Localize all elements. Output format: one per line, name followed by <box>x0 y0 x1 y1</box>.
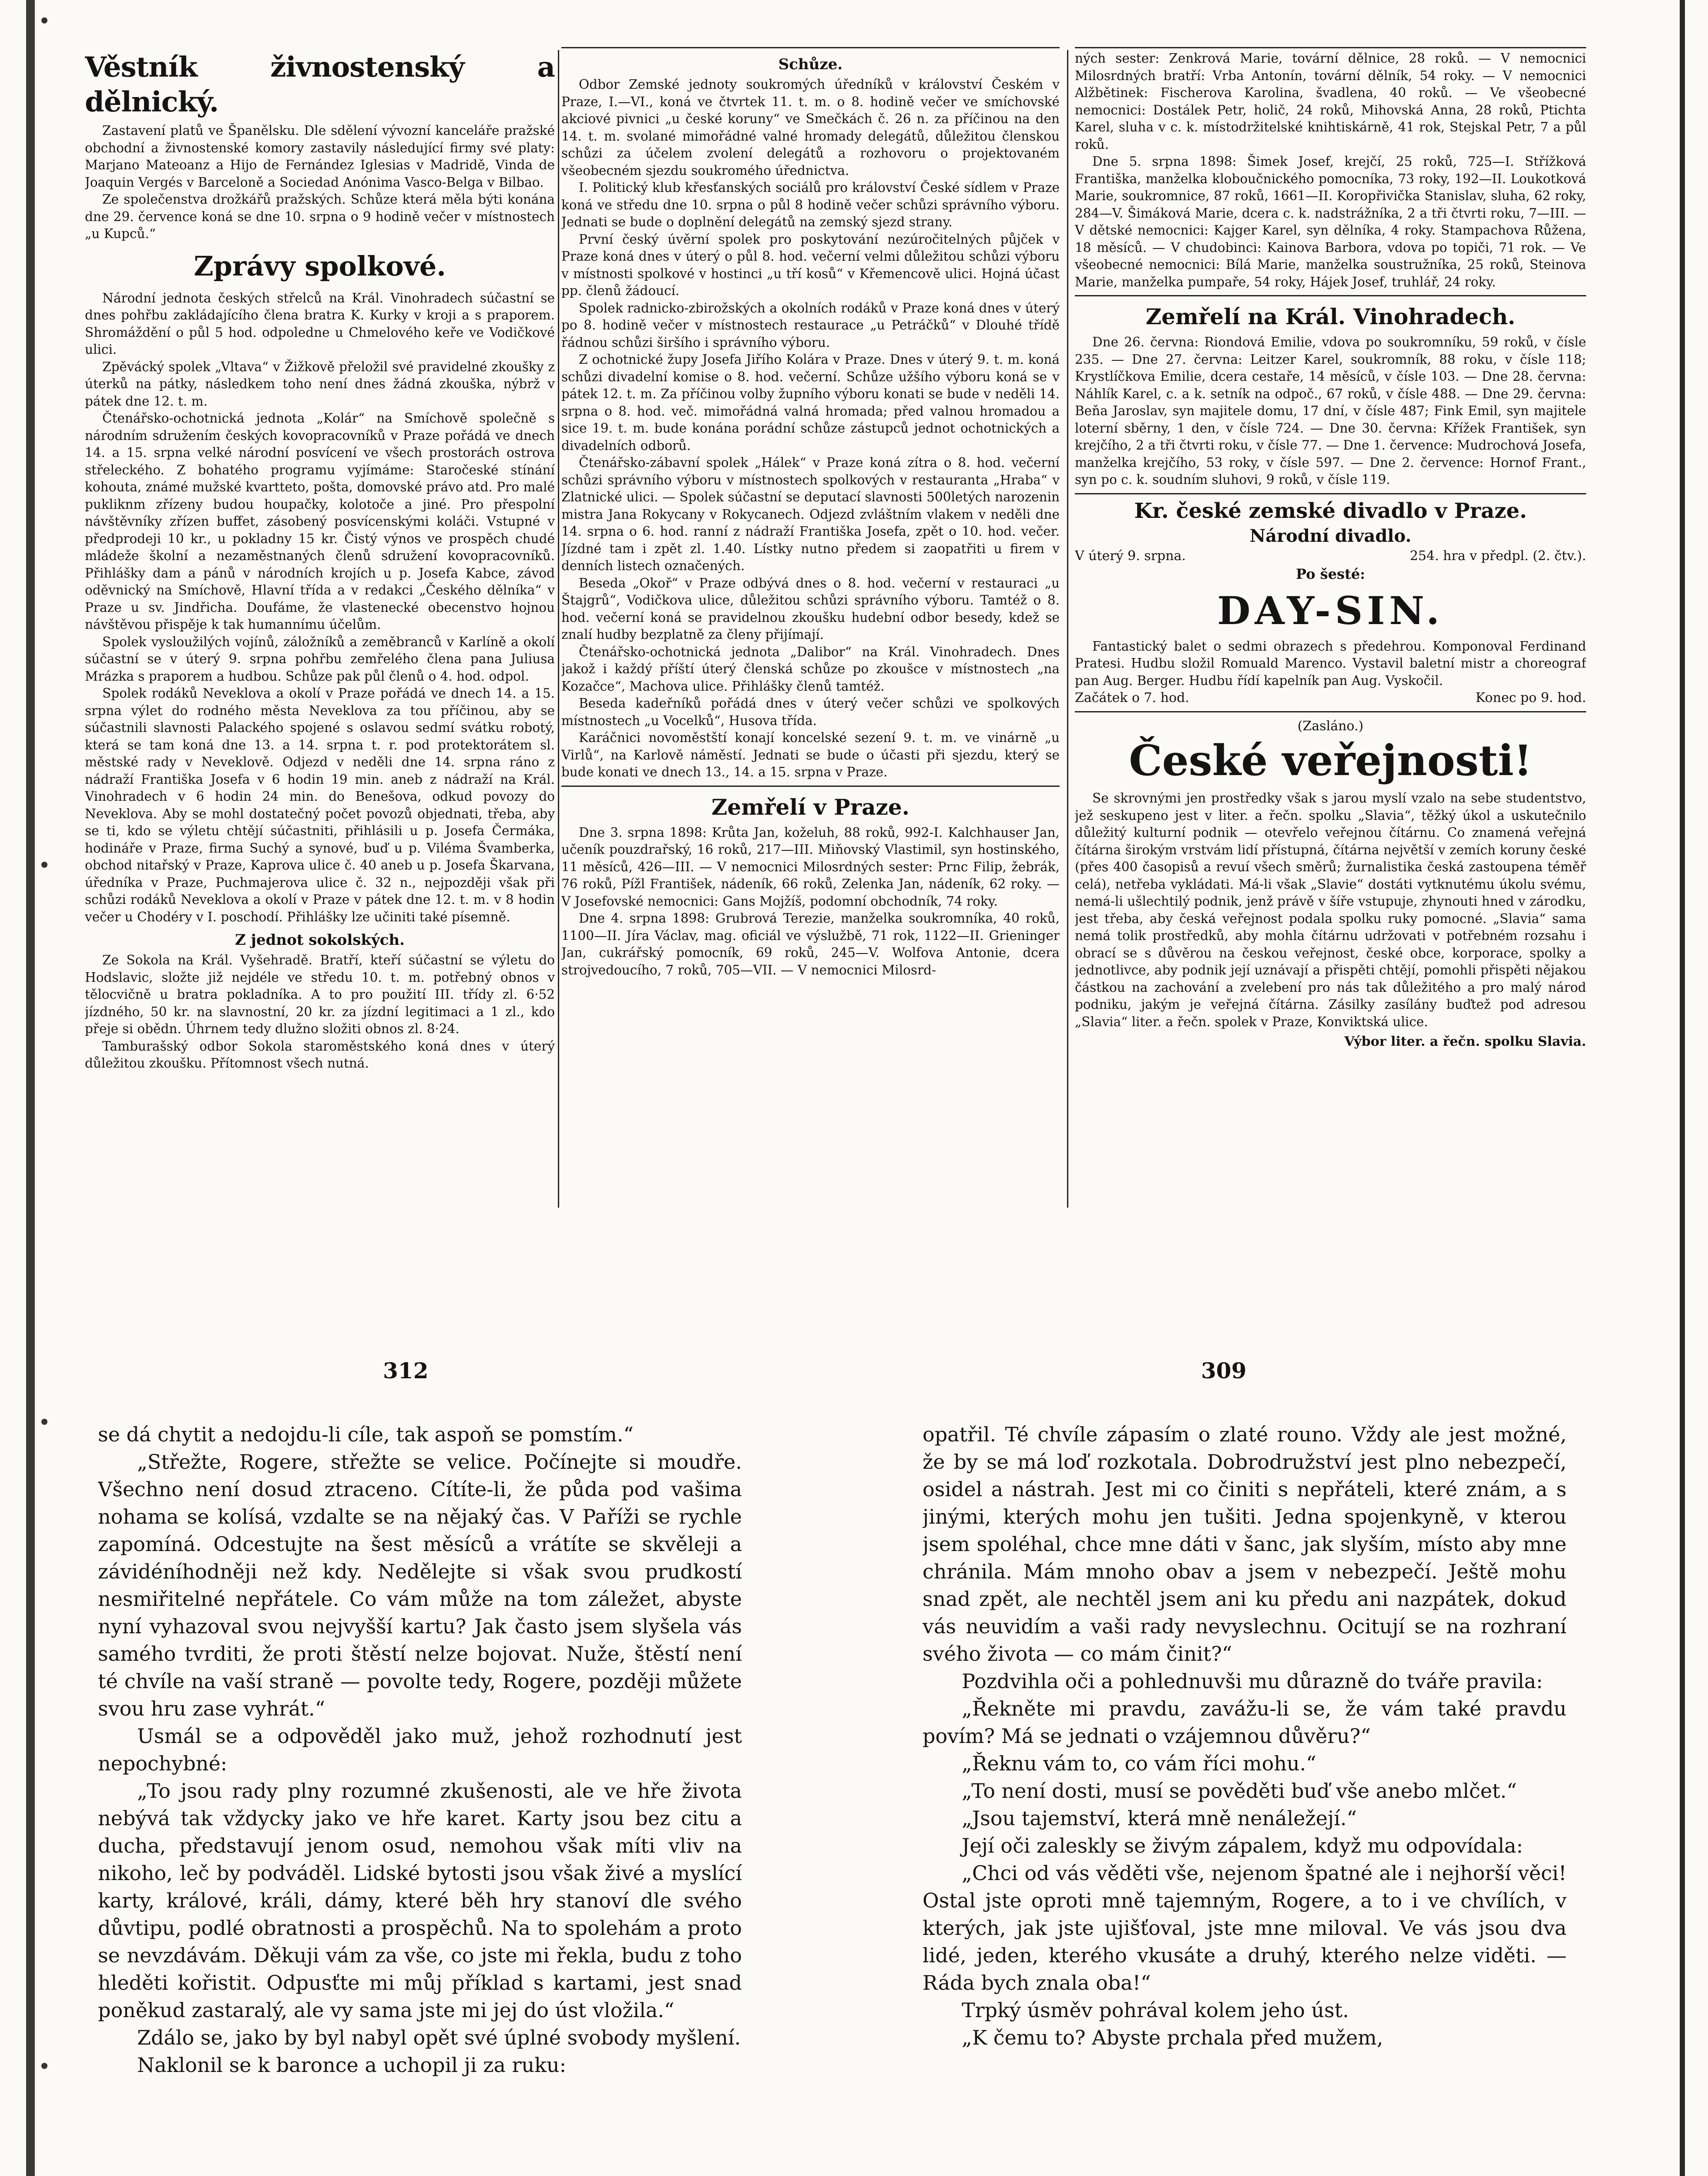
article-paragraph: Zastavení platů ve Španělsku. Dle sdělení vývozní kanceláře pražské obchodní a živnostenské komory zastavily následující firmy své platy: Marjano Mateoanz a Hijo de Fernández Iglesias v Madridě, Vinda de Joaquin Vergés v Barceloně a Sociedad Anónima Vasco-Belga v Bilbao. <box>85 123 555 190</box>
appeal-signature: Výbor liter. a řečn. spolku Slavia. <box>1344 1034 1586 1049</box>
article-paragraph: Odbor Zemské jednoty soukromých úředníků v království Českém v Praze, I.—VI., koná ve čtvrtek 11. t. m. o 8. hodině večer ve smíchovské akciové pivnici „u české koruny“ ve Smečkách č. 26 n. za příčinou na den 14. t. m. svolané mimořádné valné hromady delegátů, důležitou členskou schůzi za účelem zvolení delegátů a rozhovoru o projektovaném všeobecném sjezdu soukromého úřednictva. <box>561 77 1060 178</box>
binding-hole <box>41 862 47 868</box>
theatre-heading: Kr. české zemské divadlo v Praze. <box>1134 498 1527 523</box>
separator-line <box>1075 295 1586 296</box>
newspaper-column-2 <box>561 50 1060 1208</box>
column-top-rule <box>1075 47 1586 48</box>
book-paragraph: „To jsou rady plny rozumné zkušenosti, ale ve hře života nebývá tak vždycky jako ve hře karet. Karty jsou bez citu a ducha, představují jenom osud, nemohou však míti vliv na nikoho, leč by podváděl. Lidské bytosti jsou však živé a myslící karty, králové, králi, dámy, které běh hry stanoví dle svého důvtipu, podlé obratnosti a prospěchů. Na to spolehám a proto se nevzdávám. Děkuji vám za vše, co jste mi řekla, budu z toho hleděti kořistit. Odpusťte mi můj příklad s kartami, jest snad poněkud zastaralý, ale vy sama jste mi jej do úst vložila.“ <box>98 1779 742 2022</box>
theatre-start: Začátek o 7. hod. <box>1075 690 1189 705</box>
book-paragraph: „K čemu to? Abyste prchala před mužem, <box>962 2026 1383 2049</box>
column-divider <box>558 50 559 1208</box>
book-paragraph: Naklonil se k baronce a uchopil ji za ruku: <box>137 2053 567 2077</box>
theatre-date-row <box>1075 547 1586 565</box>
section-title: Zprávy spolkové. <box>194 250 446 282</box>
column-top-rule <box>561 47 1060 48</box>
article-paragraph: Čtenářsko-zábavní spolek „Hálek“ v Praze koná zítra o 8. hod. večerní schůzi správního výboru v místnostech spolkových v restauranta „Hraba“ v Zlatnické ulici. — Spolek súčastní se deputací slavnosti 500letých narozenin mistra Jana Rokycany v Rokycanech. Odjezd zvláštním vlakem v neděli dne 14. srpna o 6. hod. ranní z nádraží Františka Josefa, zpět o 10. hod. večer. Jízdné tam i zpět zl. 1.40. Lístky nutno předem si zaopatřiti u firem v denních listech označených. <box>561 455 1060 573</box>
article-paragraph: Tamburašský odbor Sokola staroměstského koná dnes v úterý důležitou zkoušku. Přítomnost všech nutná. <box>85 1038 555 1071</box>
separator-line <box>1075 493 1586 494</box>
article-paragraph: Spolek rodáků Neveklova a okolí v Praze pořádá ve dnech 14. a 15. srpna výlet do rodného města Neveklova za tou příčinou, aby se súčastnili slavnosti Palackého spojené s oslavou sedmí svátku robotý, která se tam koná dne 13. a 14. srpna t. r. pod protektorátem sl. městské rady v Neveklově. Odjezd v neděli dne 14. srpna ráno z nádraží Františka Josefa v 6 hodin 19 min. aneb z nádraží na Král. Vinohradech v 6 hodin 24 min. do Benešova, odkud povozy do Neveklova. Aby se mohl dostatečný počet povozů objednati, třeba, aby se ti, kdo se výletu chtějí súčastniti, přihlásili u p. Josefa Čermáka, hodináře v Praze, firma Suchý a synové, buď u p. Viléma Švamberka, obchod nitařský v Praze, Kaprova ulice č. 40 aneb u p. Josefa Škarvana, úředníka v Praze, Puchmajerova ulice č. 32 n., nejpozději však při schůzi rodáků Neveklova a okolí v Praze v pátek dne 12. t. m. v 8 hodin večer u Chodéry v I. poschodí. Přihlášky lze učiniti také písemně. <box>85 686 555 924</box>
binding-hole <box>41 17 47 24</box>
book-paragraph: „To není dosti, musí se pověděti buď vše anebo mlčet.“ <box>962 1779 1517 1803</box>
book-paragraph: „Řekněte mi pravdu, zavážu-li se, že vám také pravdu povím? Má se jednati o vzájemnou důvěru?“ <box>923 1697 1567 1748</box>
article-paragraph: Dne 4. srpna 1898: Grubrová Terezie, manželka soukromníka, 40 roků, 1100—II. Jíra Václav, mag. oficiál ve výslužbě, 71 rok, 1122—II. Grieninger Jan, cukrářský pomocník, 69 roků, 245—V. Wolfova Antonie, dcera strojvedoucího, 7 roků, 705—VII. — V nemocnici Milosrd- <box>561 911 1060 977</box>
article-paragraph: Dne 26. června: Riondová Emilie, vdova po soukromníku, 59 roků, v čísle 235. — Dne 27. června: Leitzer Karel, soukromník, 88 roku, v čísle 118; Krystlíčkova Emilie, dcera cestaře, 14 měsíců, v čísle 103. — Dne 28. června: Náhlík Karel, c. a k. setník na odpoč., 67 roků, v čísle 488. — Dne 29. června: Beňa Jaroslav, syn majitele domu, 17 dní, v čísle 487; Fink Emil, syn majitele loterní sběrny, 1 den, v čísle 724. — Dne 30. června: Křížek František, syn krejčího, 2 a tři čtvrti roku, v čísle 77. — Dne 1. července: Mudrochová Josefa, manželka krejčího, 53 roky, v čísle 597. — Dne 2. července: Hornof Frant., syn po c. k. soudním sluhovi, 9 roků, v čísle 119. <box>1075 335 1586 487</box>
theatre-subscription: 254. hra v předpl. (2. čtv.). <box>1409 548 1586 564</box>
book-paragraph: Její oči zaleskly se živým zápalem, když mu odpovídala: <box>962 1834 1523 1857</box>
subsection-title: Z jednot sokolských. <box>235 931 405 949</box>
article-paragraph: Dne 3. srpna 1898: Krůta Jan, koželuh, 88 roků, 992-I. Kalchhauser Jan, učeník pouzdrařský, 16 roků, 217—III. Miňovský Vlastimil, syn hostinského, 11 měsíců, 426—III. — V nemocnici Milosrdných sester: Prnc Filip, žebrák, 76 roků, Pížl František, nádeník, 66 roků, Zelenka Jan, nádeník, 62 roky. — V Josefovské nemocnici: Gans Mojžíš, podomní obchodník, 74 roky. <box>561 825 1060 909</box>
article-paragraph: Národní jednota českých střelců na Král. Vinohradech súčastní se dnes pohřbu zakládajícího člena bratra K. Kurky v kroji a s praporem. Shromáždění o půl 5 hod. odpoledne u Chmelového keře ve Vodičkové ulici. <box>85 290 555 357</box>
book-page-right <box>923 1421 1567 2176</box>
theatre-performance-count: Po šesté: <box>1295 565 1366 582</box>
theatre-play-title: DAY-SIN. <box>1217 588 1444 633</box>
binding-hole <box>41 2063 47 2069</box>
article-paragraph: Zpěvácký spolek „Vltava“ v Žižkově přeložil své pravidelné zkoušky z úterků na pátky, následkem toho není dnes žádná zkouška, nýbrž v pátek dne 12. t. m. <box>85 359 555 409</box>
book-paragraph: Zdálo se, jako by byl nabyl opět své úplné svobody myšlení. <box>137 2026 741 2049</box>
separator-line <box>1075 711 1586 712</box>
book-paragraph: Usmál se a odpověděl jako muž, jehož rozhodnutí jest nepochybné: <box>98 1724 742 1775</box>
article-paragraph: Spolek radnicko-zbirožských a okolních rodáků v Praze koná dnes v úterý po 8. hodině večer v místnostech restaurace „u Petráčků“ v Dlouhé třídě řádnou schůzi širšího i správního výboru. <box>561 300 1060 350</box>
article-paragraph: I. Politický klub křesťanských sociálů pro království České sídlem v Praze koná ve středu dne 10. srpna o půl 8 hodině večer schůzi správního výboru. Jednati se bude o doplnění delegátů na zemský sjezd strany. <box>561 180 1060 229</box>
page-number-left: 312 <box>383 1358 429 1384</box>
appeal-title: České veřejnosti! <box>1129 736 1532 785</box>
sent-notice-label: (Zasláno.) <box>1297 719 1364 734</box>
appeal-text: Se skrovnými jen prostředky však s jarou myslí vzalo na sebe studentstvo, jež seskupeno jest v liter. a řečn. spolku „Slavia“, těžký úkol a uskutečnilo důležitý kulturní podnik — otevřelo veřejnou čítárnu. Co znamená veřejná čítárna širokým vrstvám lidí přístupná, čítárna největší v zemích koruny české (přes 400 časopisů a revuí všech směrů; žurnalistika česká zastoupena téměř celá), netřeba vykládati. Má-li však „Slavie“ dostáti vytknutému úkolu svému, nemá-li ušlechtilý podnik, jenž právě v šíře vstupuje, zhynouti hned v zárodku, jest třeba, aby česká veřejnost podala spolku ruky pomocné. „Slavia“ sama nemá tolik prostředků, aby mohla čítárnu udržovati v potřebném rozsahu i obrací se s důvěrou na českou veřejnost, české obce, korporace, spolky a jednotlivce, aby podnik její uznávají a přispěti chtějí, pomohli přispěti nějakou částkou na zachování a zvelebení pro nás tak důležitého a pro malý národ podniku, jakým je veřejná čítárna. Zásilky zasílány buďtež pod adresou „Slavia“ liter. a řečn. spolek v Praze, Konviktská ulice. <box>1075 791 1586 1029</box>
book-paragraph: opatřil. Té chvíle zápasím o zlaté rouno. Vždy ale jest možné, že by se má loď rozkotala. Dobrodružství jest plno nebezpečí, osidel a nástrah. Jest mi co činiti s nepřáteli, které znám, a s jinými, kterých mohu jen tušiti. Jedna spojenkyně, v kterou jsem spoléhal, chce mne dáti v šanc, jak slyším, místo aby mne chránila. Mám mnoho obav a jsem v nebezpečí. Ještě mohu snad zpět, ale nechtěl jsem ani ku předu ani nazpátek, dokud vás neuvidím a vaši rady nevyslechnu. Ocitují se na rozhraní svého života — co mám činit?“ <box>923 1423 1567 1666</box>
book-paragraph: „Řeknu vám to, co vám říci mohu.“ <box>962 1752 1316 1775</box>
article-paragraph: Čtenářsko-ochotnická jednota „Kolár“ na Smíchově společně s národním sdružením českých kovopracovníků v Praze pořádá ve dnech 14. a 15. srpna velké národní posvícení ve všech prostorách ostrova střeleckého. Z bohatého programu vyjímáme: Staročeské stínání kohouta, známé mužské kvartteto, pošta, domovské právo atd. Pro malé pukliknm zřízeny budou houpačky, kolotoče a jiné. Pro přespolní návštěvníky zřízen buffet, zásobený posvícenskými koláči. Vstupné v předprodeji 10 kr., u pokladny 15 kr. Čistý výnos ve prospěch chudé mládeže školní a nezaměstnaných členů sdružení kovopracovníků. Přihlášky dam a pánů v národních krojích u p. Josefa Kabce, závod oděvnický na Smíchově, Hlavní třída a v redakci „Českého dělníka“ v Praze u sv. Jindřicha. Doufáme, že vlastenecké obecenstvo hojnou návštěvou přispěje k tak humannímu účelům. <box>85 411 555 632</box>
binding-hole <box>41 1419 47 1425</box>
book-paragraph: „Chci od vás věděti vše, nejenom špatné ale i nejhorší věci! Ostal jste oproti mně tajemným, Rogere, a to i ve chvílích, v kterých, jak jste ujišťoval, jste mne miloval. Ve vás jsou dva lidé, jeden, kterého vkusáte a druhý, kterého nelze viděti. — Ráda bych znala oba!“ <box>923 1861 1567 1995</box>
article-paragraph: Beseda „Okoř“ v Praze odbývá dnes o 8. hod. večerní v restauraci „u Štajgrů“, Vodičkova ulice, důležitou schůzi správního výboru. Tamtéž o 8. hod. večerní koná se pravidelnou zkoušku hudební odbor besedy, kdež se znalí hudby bezplatně za členy přijímají. <box>561 575 1060 642</box>
article-paragraph: První český úvěrní spolek pro poskytování nezúročitelných půjček v Praze koná dnes v úterý o půl 8. hod. večerní velmi důležitou schůzi výboru v místnosti spolkové v hostinci „u tří kosů“ v Křemencově ulici. Hojná účast pp. členů žádoucí. <box>561 232 1060 298</box>
theatre-date: V úterý 9. srpna. <box>1075 548 1186 564</box>
deaths-title: Zemřelí na Král. Vinohradech. <box>1145 304 1516 329</box>
newspaper-column-1 <box>85 50 555 1208</box>
book-paragraph: „Střežte, Rogere, střežte se velice. Počínejte si moudře. Všechno není dosud ztraceno. Cítíte-li, že půda pod vašima nohama se kolísá, vzdalte se na nějaký čas. V Paříži se rychle zapomíná. Odcestujte na šest měsíců a vrátíte se skvěleji a závidéníhodněji než kdy. Nedělejte si však svou prudkostí nesmiřitelné nepřátele. Co vám může na tom záležet, abyste nyní vyhazoval svou nejvyšší kartu? Jak často jsem slyšela vás samého tvrditi, že proti štěstí nelze bojovat. Nuže, štěstí není té chvíle na vaší straně — povolte tedy, Rogere, později můžete svou hru zase vyhrát.“ <box>98 1450 742 1720</box>
theatre-description: Fantastický balet o sedmi obrazech s předehrou. Komponoval Ferdinand Pratesi. Hudbu složil Romuald Marenco. Vystavil baletní mistr a choreograf pan Aug. Berger. Hudbu řídí kapelník pan Aug. Vyskočil. <box>1075 638 1586 688</box>
article-paragraph: Ze společenstva drožkářů pražských. Schůze která měla býti konána dne 29. července koná se dne 10. srpna o 9 hodině večer v místnostech „u Kupců.“ <box>85 192 555 241</box>
theatre-end: Konec po 9. hod. <box>1475 690 1586 705</box>
book-paragraph: Pozdvihla oči a pohlednuvši mu důrazně do tváře pravila: <box>962 1669 1543 1693</box>
theatre-time-row <box>1075 689 1586 707</box>
book-paragraph: Trpký úsměv pohrával kolem jeho úst. <box>962 1998 1349 2022</box>
article-paragraph: Beseda kadeřníků pořádá dnes v úterý večer schůzi ve spolkových místnostech „u Vocelků“, Husova třída. <box>561 696 1060 728</box>
separator-line <box>561 786 1060 787</box>
article-paragraph: Z ochotnické župy Josefa Jiřího Kolára v Praze. Dnes v úterý 9. t. m. koná schůzi divadelní komise o 8. hod. večerní. Schůze užšího výboru koná se v pátek 12. t. m. Za příčinou volby župního výboru konati se bude v neděli 14. srpna o 8. hod. več. mimořádná valná hromada; před valnou hromadou a sice 19. t. m. bude konána porádní schůze zástupců jednot ochotnických a divadelních odborů. <box>561 352 1060 453</box>
section-title: Schůze. <box>778 56 843 73</box>
masthead: Věstník živnostenský a dělnický. <box>85 51 555 118</box>
newspaper-column-3 <box>1075 50 1586 1208</box>
book-paragraph: „Jsou tajemství, která mně nenáležejí.“ <box>962 1807 1357 1830</box>
page-edge <box>1680 0 1685 2176</box>
article-paragraph: Ze Sokola na Král. Vyšehradě. Bratří, kteří súčastní se výletu do Hodslavic, složte již nejdéle ve středu 10. t. m. potřebný obnos v tělocvičně u bratra pokladníka. A to pro použití III. třídy zl. 6·52 jízdného, 50 kr. na slavnostní, 20 kr. za jízdní legitimaci a 1 zl., kdo přeje si obědn. Úhrnem tedy dlužno složiti obnos zl. 8·24. <box>85 953 555 1036</box>
page-number-right: 309 <box>1201 1358 1247 1384</box>
theatre-subheading: Národní divadlo. <box>1249 525 1412 546</box>
article-paragraph: Dne 5. srpna 1898: Šimek Josef, krejčí, 25 roků, 725—I. Střížková Františka, manželka kloboučnického pomocníka, 73 roky, 192—II. Loukotková Marie, soukromnice, 87 roků, 1661—II. Koropřivička Stanislav, sluha, 62 roky, 284—V. Šimáková Marie, dcera c. k. nadstrážníka, 2 a tři čtvrti roku, 7—III. — V dětské nemocnici: Kajger Karel, syn dělníka, 4 roky. Stampachova Růžena, 18 měsíců. — V chudobinci: Kainova Barbora, vdova po topiči, 71 rok. — Ve všeobecné nemocnici: Bílá Marie, manželka soustružníka, 25 roků, Steinova Marie, manželka pumpaře, 54 roky, Hájek Josef, truhlář, 24 roky. <box>1075 154 1586 289</box>
article-paragraph: ných sester: Zenkrová Marie, tovární dělnice, 28 roků. — V nemocnici Milosrdných bratří: Vrba Antonín, tovární dělník, 54 roky. — V nemocnici Alžbětinek: Fischerova Karolina, švadlena, 40 roků. — Ve všeobecné nemocnici: Dostálek Petr, holič, 24 roků, Mihovská Anna, 28 roků, Ptichta Karel, sluha v c. k. místodržitelské knihtiskárně, 41 rok, Stejskal Petr, 7 a půl roků. <box>1075 51 1586 152</box>
book-page-left <box>98 1421 742 2176</box>
binding-edge <box>26 0 35 2176</box>
column-divider <box>1067 50 1068 1208</box>
article-paragraph: Čtenářsko-ochotnická jednota „Dalibor“ na Král. Vinohradech. Dnes jakož i každý příští úterý členská schůze po zkoušce v místnostech „na Kozačce“, Machova ulice. Přihlášky členů tamtéž. <box>561 644 1060 694</box>
article-paragraph: Spolek vysloužilých vojínů, záložníků a zeměbranců v Karlíně a okolí súčastní se v úterý 9. srpna pohřbu zemřelého člena pana Juliusa Mrázka s praporem a hudbou. Schůze pak půl členů o 4. hod. odpol. <box>85 634 555 684</box>
book-paragraph: se dá chytit a nedojdu-li cíle, tak aspoň se pomstím.“ <box>98 1423 634 1446</box>
article-paragraph: Karáčnici novoměstští konají koncelské sezení 9. t. m. ve vinárně „u Virlů“, na Karlově náměstí. Jednati se bude o účasti při sjezdu, který se bude konati ve dnech 13., 14. a 15. srpna v Praze. <box>561 730 1060 779</box>
deaths-title: Zemřelí v Praze. <box>711 794 910 820</box>
